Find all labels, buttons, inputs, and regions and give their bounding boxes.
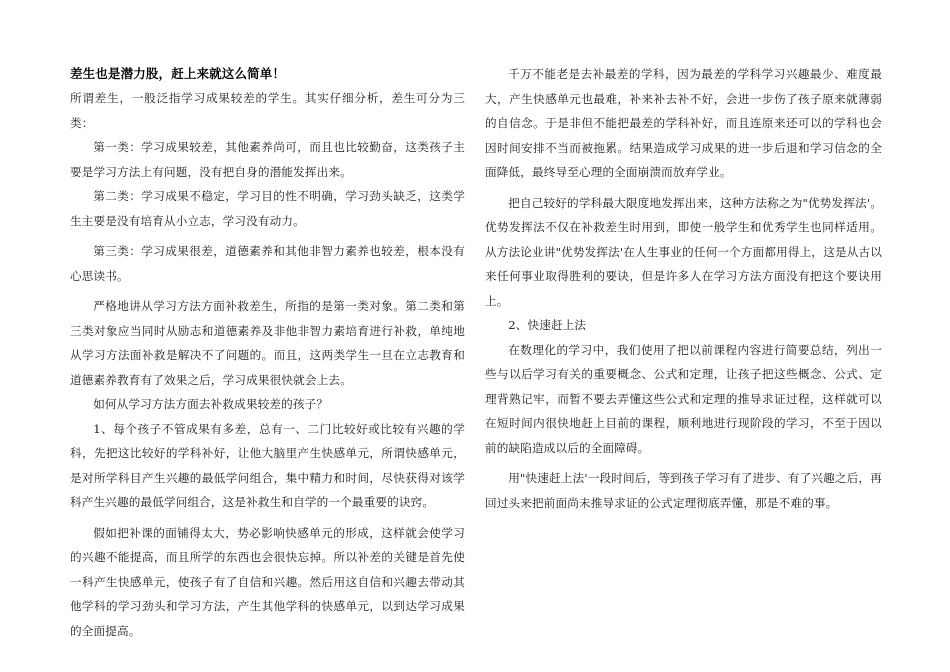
worst-subject-paragraph: 千万不能老是去补最差的学科，因为最差的学科学习兴趣最少、难度最大，产生快感单元也最难，补来补去补不好，会进一步伤了孩子原来就薄弱的自信念。于是非但不能把最差的学科补好，而且连原来还可以的学科也会因时间安排不当而被拖累。结果造成学习成果的进一步后退和学习信念的全面降低，最终导至心理的全面崩溃而放弃学业。 (485, 67, 882, 179)
method-one-paragraph: 1、每个孩子不管成果有多差，总有一、二门比较好或比较有兴趣的学科，先把这比较好的学科补好，让他大脑里产生快感单元，所谓快感单元，是对所学科目产生兴趣的最低学问组合，集中精力和时间，尽快获得对该学科产生兴趣的最低学问组合，这是补救生和自学的一个最重要的诀窍。 (70, 421, 465, 509)
right-column (485, 62, 882, 515)
advantage-method-paragraph: 把自己较好的学科最大限度地发挥出来，这种方法称之为"优势发挥法'。优势发挥法不仅在补救差生时用到，即使一般学生和优秀学生也同样适用。从方法论业讲"优势发挥法'在人生事业的任何一个方面都用得上，这是从古以来任何事业取得胜利的要诀，但是许多人在学习方法方面没有把这个要诀用上。 (485, 195, 882, 308)
category-three-paragraph: 第三类：学习成果很差，道德素养和其他非智力素养也较差，根本没有心思读书。 (70, 244, 465, 283)
category-two-paragraph: 第二类：学习成果不稳定，学习目的性不明确，学习劲头缺乏，这类学生主要是没有培育从小立志，学习没有动力。 (70, 189, 465, 228)
method-one-detail-paragraph: 假如把补课的面铺得太大，势必影响快感单元的形成，这样就会使学习的兴趣不能提高，而且所学的东西也会很快忘掉。所以补差的关键是首先使一科产生快感单元，使孩子有了自信和兴趣。然后用这自信和兴趣去带动其他学科的学习劲头和学习方法，产生其他学科的快感单元，以到达学习成果的全面提高。 (70, 525, 465, 638)
method-question-heading: 如何从学习方法方面去补救成果较差的孩子？ (93, 397, 329, 411)
method-two-heading: 2、快速赶上法 (508, 318, 587, 332)
remedy-scope-paragraph: 严格地讲从学习方法方面补救差生，所指的是第一类对象。第二类和第三类对象应当同时从励志和道德素养及非他非智力素培育进行补救，单纯地从学习方法面补救是解决不了问题的。而且，这两类学生一旦在立志教育和道德素养教育有了效果之后，学习成果很快就会上去。 (70, 299, 465, 387)
intro-paragraph: 所谓差生，一般泛指学习成果较差的学生。其实仔细分析，差生可分为三类： (70, 91, 465, 130)
left-column (70, 62, 465, 643)
category-one-paragraph: 第一类：学习成果较差，其他素养尚可，而且也比较勤奋，这类孩子主要是学习方法上有问题，没有把自身的潜能发挥出来。 (70, 140, 465, 179)
document-title: 差生也是潜力股，赶上来就这么简单！ (70, 66, 286, 81)
method-two-followup-paragraph: 用"快速赶上法'一段时间后，等到孩子学习有了进步、有了兴趣之后，再回过头来把前面尚未推导求证的公式定理彻底弄懂，那是不难的事。 (485, 471, 882, 510)
method-two-paragraph: 在数理化的学习中，我们使用了把以前课程内容进行简要总结，列出一些与以后学习有关的重要概念、公式和定理，让孩子把这些概念、公式、定理背熟记牢，而暂不要去弄懂这些公式和定理的推导求证过程，这样就可以在短时间内很快地赶上目前的课程，顺利地进行现阶段的学习，不至于因以前的缺陷造成以后的全面障碍。 (485, 342, 882, 455)
